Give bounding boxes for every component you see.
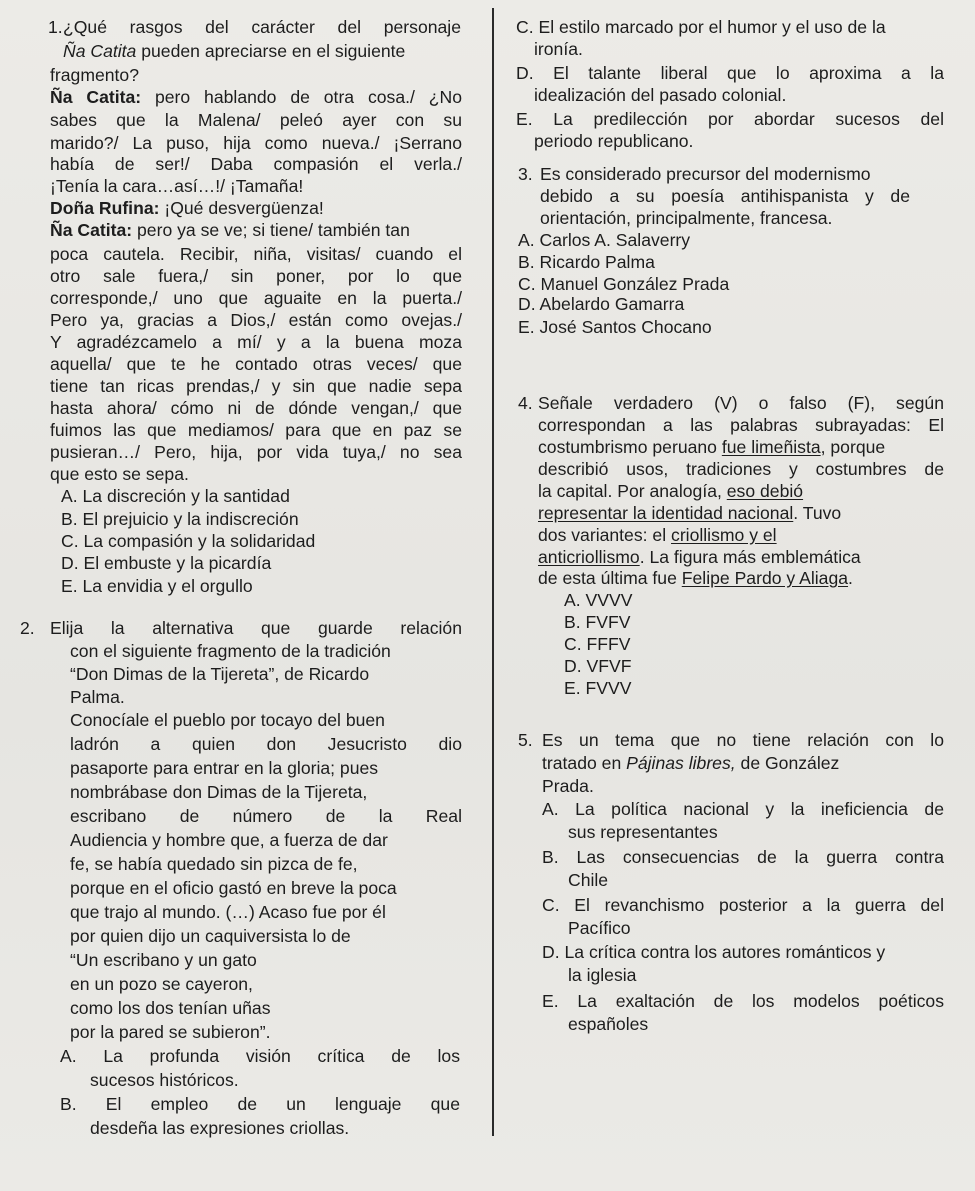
q1-number: 1. — [48, 17, 63, 37]
q4-option-e[interactable]: E. FVVV — [564, 678, 632, 698]
q4-underlined-2b: representar la identidad nacional — [538, 503, 794, 523]
q1-excerpt-line-2: sabes que la Malena/ peleó ayer con su — [50, 110, 462, 130]
q5-work-title: Pájinas libres, — [626, 753, 736, 773]
q2-excerpt-line-1: Conocíale el pueblo por tocayo del buen — [70, 710, 385, 730]
q2-excerpt-line-12: en un pozo se cayeron, — [70, 974, 253, 994]
q2-stem-line-1: Elija la alternativa que guarde relación — [50, 618, 462, 638]
column-divider — [492, 8, 494, 1136]
q1-stem-line-3: fragmento? — [50, 65, 139, 85]
q4-line-9: de esta última fue Felipe Pardo y Aliaga. — [538, 568, 853, 588]
q5-option-c-cont: Pacífico — [568, 918, 631, 938]
q1-option-a[interactable]: A. La discreción y la santidad — [61, 486, 290, 506]
q1-excerpt-line-15: hasta ahora/ cómo ni de dónde vengan,/ que — [50, 398, 462, 418]
q2-excerpt-line-8: porque en el oficio gastó en breve la poca — [70, 878, 397, 898]
q1-option-c[interactable]: C. El estilo marcado por el humor y el uso de la — [516, 17, 886, 37]
q2-stem-line-4: Palma. — [70, 687, 125, 707]
q5-option-a[interactable]: A. La política nacional y la ineficiencia de — [542, 799, 944, 819]
q5-option-c[interactable]: C. El revanchismo posterior a la guerra del — [542, 895, 944, 915]
q5-option-e-cont: españoles — [568, 1014, 649, 1034]
q2-excerpt-line-13: como los dos tenían uñas — [70, 998, 271, 1018]
q1-excerpt-line-3: marido?/ La puso, hija como nueva./ ¡Serrano — [50, 133, 462, 153]
q2-option-a[interactable]: A. La profunda visión crítica de los — [60, 1046, 460, 1066]
q1-work-title: Ña Catita — [63, 41, 137, 61]
q2-excerpt-line-6: Audiencia y hombre que, a fuerza de dar — [70, 830, 388, 850]
q1-excerpt-line-6: Doña Rufina: ¡Qué desvergüenza! — [50, 198, 324, 218]
q5-option-d[interactable]: D. La crítica contra los autores románticos y — [542, 942, 886, 962]
q4-line-4: describió usos, tradiciones y costumbres de — [538, 459, 944, 479]
q2-excerpt-line-2: ladrón a quien don Jesucristo dio — [70, 734, 462, 754]
q4-line-5: la capital. Por analogía, eso debió — [538, 481, 804, 501]
q1-excerpt-line-16: fuimos las que mediamos/ para que en paz se — [50, 420, 462, 440]
q4-underlined-2: eso debió — [726, 481, 804, 501]
q2-option-b-cont: desdeña las expresiones criollas. — [90, 1118, 350, 1138]
q1-option-b[interactable]: B. El prejuicio y la indiscreción — [61, 509, 299, 529]
q4-option-b[interactable]: B. FVFV — [564, 612, 631, 632]
q4-underlined-3b: anticriollismo — [538, 547, 640, 567]
q2-stem-line-2: con el siguiente fragmento de la tradición — [70, 641, 391, 661]
q5-line-3: Prada. — [542, 776, 594, 796]
q1-option-d[interactable]: D. El talante liberal que lo aproxima a la — [516, 63, 944, 83]
q5-option-e[interactable]: E. La exaltación de los modelos poéticos — [542, 991, 944, 1011]
q1-option-e[interactable]: E. La predilección por abordar sucesos del — [516, 109, 944, 129]
q4-line-8: anticriollismo. La figura más emblemática — [538, 547, 861, 567]
q1-excerpt-line-18: que esto se sepa. — [50, 464, 189, 484]
q1-option-c[interactable]: C. La compasión y la solidaridad — [61, 531, 316, 551]
q1-option-d-cont: idealización del pasado colonial. — [534, 85, 787, 105]
q1-option-e[interactable]: E. La envidia y el orgullo — [61, 576, 253, 596]
q2-excerpt-line-9: que trajo al mundo. (…) Acaso fue por él — [70, 902, 386, 922]
q1-stem-line-2-text: pueden apreciarse en el siguiente — [141, 41, 406, 61]
q3-option-e[interactable]: E. José Santos Chocano — [518, 317, 712, 337]
q2-excerpt-line-11: “Un escribano y un gato — [70, 950, 257, 970]
q2-excerpt-line-7: fe, se había quedado sin pizca de fe, — [70, 854, 358, 874]
q5-number: 5. — [518, 730, 533, 750]
q3-number: 3. — [518, 164, 533, 184]
q1-excerpt-line-11: Pero ya, gracias a Dios,/ están como ovejas./ — [50, 310, 462, 330]
q2-excerpt-line-4: nombrábase don Dimas de la Tijereta, — [70, 782, 368, 802]
q2-option-b[interactable]: B. El empleo de un lenguaje que — [60, 1094, 460, 1114]
q2-excerpt-line-5: escribano de número de la Real — [70, 806, 462, 826]
q5-option-d-cont: la iglesia — [568, 965, 637, 985]
q4-underlined-3: criollismo y el — [671, 525, 777, 545]
q1-option-d[interactable]: D. El embuste y la picardía — [61, 553, 272, 573]
q4-line-1: Señale verdadero (V) o falso (F), según — [538, 393, 944, 413]
q2-stem-line-3: “Don Dimas de la Tijereta”, de Ricardo — [70, 664, 370, 684]
q3-option-c[interactable]: C. Manuel González Prada — [518, 274, 730, 294]
q2-number: 2. — [20, 618, 35, 638]
q1-excerpt-line-14: tiene tan ricas prendas,/ y sin que nadie sepa — [50, 376, 462, 396]
q1-excerpt-line-12: Y agradézcamelo a mí/ y a la buena moza — [50, 332, 462, 352]
q3-option-a[interactable]: A. Carlos A. Salaverry — [518, 230, 691, 250]
q1-option-e-cont: periodo republicano. — [534, 131, 694, 151]
q4-option-d[interactable]: D. VFVF — [564, 656, 632, 676]
q2-excerpt-line-3: pasaporte para entrar en la gloria; pues — [70, 758, 379, 778]
q5-option-b[interactable]: B. Las consecuencias de la guerra contra — [542, 847, 944, 867]
q1-excerpt-line-5: ¡Tenía la cara…así…!/ ¡Tamaña! — [50, 176, 304, 196]
q4-option-c[interactable]: C. FFFV — [564, 634, 631, 654]
q3-stem-line-1: Es considerado precursor del modernismo — [540, 164, 871, 184]
q1-excerpt-line-4: había de ser!/ Daba compasión el verla./ — [50, 154, 462, 174]
q4-line-2: correspondan a las palabras subrayadas: El — [538, 415, 944, 435]
q2-excerpt-line-10: por quien dijo un caquiversista lo de — [70, 926, 351, 946]
q4-line-6: representar la identidad nacional. Tuvo — [538, 503, 842, 523]
q1-excerpt-line-10: corresponde,/ uno que aguaite en la puerta./ — [50, 288, 462, 308]
q5-option-a-cont: sus representantes — [568, 822, 718, 842]
q5-option-b-cont: Chile — [568, 870, 609, 890]
q4-number: 4. — [518, 393, 533, 413]
q3-option-d[interactable]: D. Abelardo Gamarra — [518, 294, 685, 314]
q2-excerpt-line-14: por la pared se subieron”. — [70, 1022, 271, 1042]
q1-option-c-cont: ironía. — [534, 39, 583, 59]
q4-underlined-4: Felipe Pardo y Aliaga — [681, 568, 849, 588]
q3-stem-line-3: orientación, principalmente, francesa. — [540, 208, 833, 228]
q4-line-7: dos variantes: el criollismo y el — [538, 525, 777, 545]
q4-line-3: costumbrismo peruano fue limeñista, porque — [538, 437, 886, 457]
q5-line-1: Es un tema que no tiene relación con lo — [542, 730, 944, 750]
q1-excerpt-line-1: Ña Catita: pero hablando de otra cosa./ ¿No — [50, 87, 462, 107]
q4-underlined-1: fue limeñista — [721, 437, 821, 457]
q1-stem-line-2 — [63, 40, 461, 62]
q1-excerpt-line-13: aquella/ que te he contado otras veces/ que — [50, 354, 462, 374]
q1-excerpt-line-8: poca cautela. Recibir, niña, visitas/ cuando el — [50, 244, 462, 264]
q4-option-a[interactable]: A. VVVV — [564, 590, 633, 610]
q2-option-a-cont: sucesos históricos. — [90, 1070, 239, 1090]
q5-line-2: tratado en Pájinas libres, de González — [542, 753, 840, 773]
q3-option-b[interactable]: B. Ricardo Palma — [518, 252, 655, 272]
q1-excerpt-line-17: pusieran…/ Pero, hija, por vida tuya,/ no sea — [50, 442, 462, 462]
q1-excerpt-line-7: Ña Catita: pero ya se ve; si tiene/ también tan — [50, 220, 410, 240]
q1-excerpt-line-9: otro sale fuera,/ sin poner, por lo que — [50, 266, 462, 286]
q1-stem-line-1: ¿Qué rasgos del carácter del personaje — [63, 17, 461, 37]
q3-stem-line-2: debido a su poesía antihispanista y de — [540, 186, 910, 206]
